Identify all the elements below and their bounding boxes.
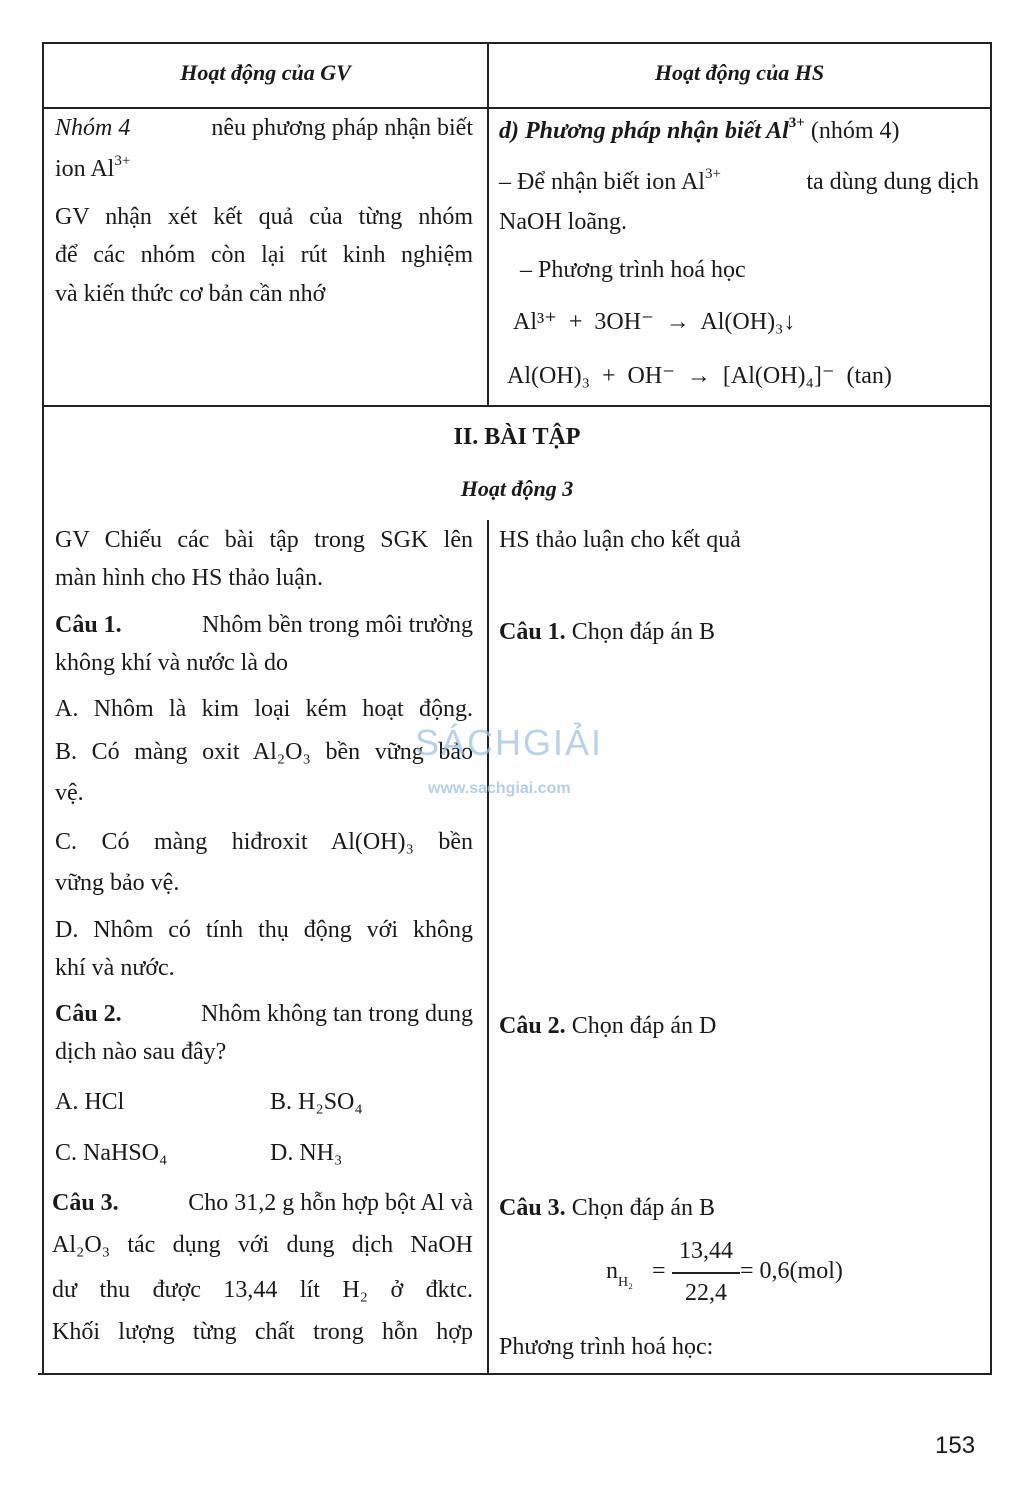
formula-fraction-bar <box>672 1272 740 1274</box>
hs-equation-2: Al(OH)₃ + OH⁻ → [Al(OH)₄]⁻ (tan) <box>507 363 892 389</box>
gv-q1-option-a: A. Nhôm là kim loại kém hoạt động. <box>55 696 473 722</box>
gv-q2-option-a: A. HCl <box>55 1089 125 1115</box>
gv-row1-line1 <box>55 113 473 143</box>
gv-q1-option-d-l2: khí và nước. <box>55 955 175 981</box>
gv-q1-label: Câu 1. <box>55 612 122 638</box>
gv-q2-text-1: Nhôm không tan trong dung <box>201 1001 473 1027</box>
hs-answer-1: Câu 1. Chọn đáp án B <box>499 619 716 645</box>
header-gv: Hoạt động của GV <box>180 60 351 85</box>
table-section-divider <box>42 405 992 407</box>
gv-q1-option-d-l1: D. Nhôm có tính thụ động với không <box>55 917 473 943</box>
watermark-logo: SÁCHGIẢI <box>415 722 604 763</box>
page-number: 153 <box>935 1432 976 1459</box>
gv-q3-l4: Khối lượng từng chất trong hỗn hợp <box>52 1319 473 1345</box>
gv-q3-l1 <box>52 1188 473 1218</box>
hs-answer-3: Câu 3. Chọn đáp án B <box>499 1195 716 1221</box>
section-title: II. BÀI TẬP <box>453 424 581 450</box>
table-middle-border-bottom <box>487 520 489 1375</box>
gv-q2-label: Câu 2. <box>55 1001 122 1027</box>
gv-q3-l3: dư thu được 13,44 lít H₂ ở đktc. <box>52 1277 473 1303</box>
gv-q2-option-b: B. H₂SO₄ <box>270 1089 363 1115</box>
gv-q1-option-c-l1: C. Có màng hiđroxit Al(OH)₃ bền <box>55 829 473 855</box>
watermark-url: www.sachgiai.com <box>428 780 571 797</box>
formula-denominator: 22,4 <box>685 1280 727 1306</box>
gv-q3-l2: Al₂O₃ tác dụng với dung dịch NaOH <box>52 1232 473 1258</box>
gv-q1-option-b-l2: vệ. <box>55 780 84 806</box>
hs-intro: HS thảo luận cho kết quả <box>499 527 741 553</box>
gv-q3-text-1: Cho 31,2 g hỗn hợp bột Al và <box>188 1190 473 1216</box>
gv-q3-label: Câu 3. <box>52 1190 119 1216</box>
gv-q1-l2: không khí và nước là do <box>55 650 288 676</box>
table-header-divider <box>42 107 992 109</box>
gv-intro-l2: màn hình cho HS thảo luận. <box>55 565 323 591</box>
header-hs: Hoạt động của HS <box>654 60 825 85</box>
hs-row1-line3: – Phương trình hoá học <box>520 257 746 283</box>
gv-row1-para2-l3: và kiến thức cơ bản cần nhớ <box>55 281 326 307</box>
hs-answer-2: Câu 2. Chọn đáp án D <box>499 1013 717 1039</box>
formula-equals: = <box>652 1258 666 1284</box>
gv-row1-ion: ion $Al^{3+}$ <box>55 153 131 182</box>
table-middle-border-top <box>487 42 489 406</box>
gv-q1-option-b-l1: B. Có màng oxit Al₂O₃ bền vững bảo <box>55 739 473 765</box>
gv-q2-option-d: D. NH₃ <box>270 1140 343 1166</box>
gv-intro-l1: GV Chiếu các bài tập trong SGK lên <box>55 527 473 553</box>
gv-row1-para2-l2: để các nhóm còn lại rút kinh nghiệm <box>55 242 473 268</box>
table-right-border <box>990 42 992 1375</box>
gv-row1-para2-l1: GV nhận xét kết quả của từng nhóm <box>55 204 473 230</box>
section-subtitle: Hoạt động 3 <box>460 476 574 501</box>
hs-pt-label: Phương trình hoá học: <box>499 1334 714 1360</box>
table-left-border <box>42 42 44 1375</box>
gv-q2-option-c: C. NaHSO₄ <box>55 1140 168 1166</box>
formula-lhs: $n_{H_2}$ <box>606 1258 633 1290</box>
gv-q2-l2: dịch nào sau đây? <box>55 1039 227 1065</box>
table-top-border <box>42 42 992 44</box>
gv-q1-option-c-l2: vững bảo vệ. <box>55 870 180 896</box>
formula-rhs: = 0,6(mol) <box>740 1258 843 1284</box>
gv-q1-l1 <box>55 610 473 640</box>
gv-group-label: Nhóm 4 <box>55 115 131 141</box>
gv-q1-text-1: Nhôm bền trong môi trường <box>201 612 473 638</box>
gv-row1-line1-rest: nêu phương pháp nhận biết <box>211 115 473 141</box>
hs-row1-line1: – Để nhận biết ion $Al^{3+}$ ta dùng dung dịch <box>499 166 979 195</box>
formula-numerator: 13,44 <box>679 1238 733 1264</box>
hs-row1-line2: NaOH loãng. <box>499 209 627 235</box>
hs-equation-1: Al³⁺ + 3OH⁻ → Al(OH)₃↓ <box>513 309 796 335</box>
hs-row1-title: d) Phương pháp nhận biết $Al^{3+}$ (nhóm 4) <box>499 115 900 144</box>
gv-q2-l1 <box>55 999 473 1029</box>
table-bottom-border <box>38 1373 990 1375</box>
